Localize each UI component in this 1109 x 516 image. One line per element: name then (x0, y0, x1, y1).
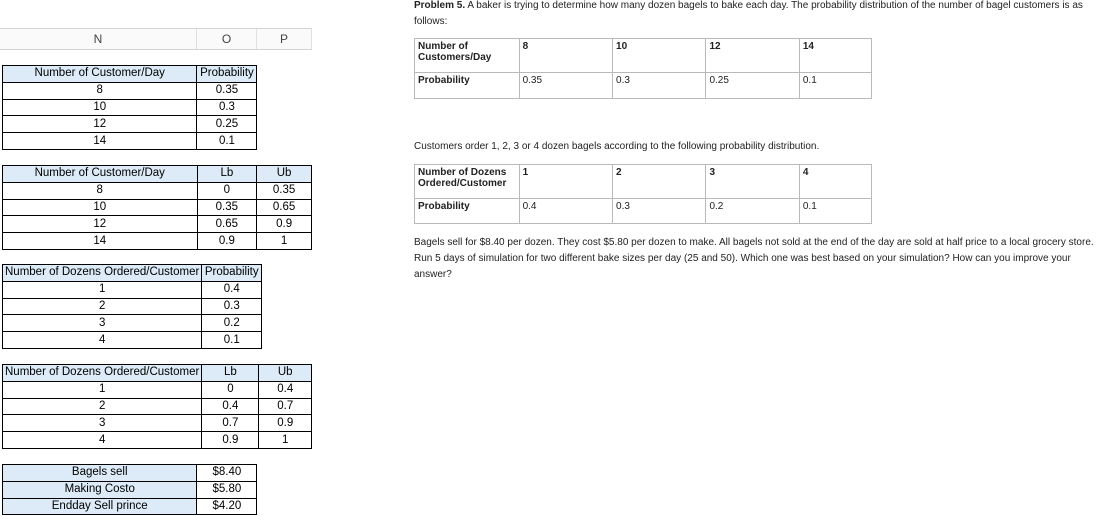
cell[interactable]: 0.3 (197, 99, 257, 116)
cell[interactable]: 1 (259, 432, 312, 449)
cell-header[interactable]: Number of Dozens Ordered/Customer (3, 265, 202, 282)
dozens-bounds-table (2, 364, 312, 449)
cell-header[interactable]: Lb (202, 365, 259, 382)
cell: 0.4 (519, 199, 612, 224)
cell-header[interactable]: Probability (202, 265, 262, 282)
cell[interactable]: 0.1 (197, 133, 257, 150)
cell: 0.3 (613, 199, 706, 224)
cell[interactable]: 0.4 (259, 381, 312, 398)
column-header-n[interactable]: N (0, 29, 197, 49)
cell[interactable]: 12 (3, 116, 197, 133)
price-table (2, 464, 312, 515)
empty-cell[interactable] (257, 82, 312, 99)
cell[interactable]: 8 (3, 182, 198, 199)
cell-header[interactable]: Lb (197, 166, 257, 183)
empty-cell[interactable] (262, 315, 312, 332)
column-headers (0, 28, 312, 50)
cell-header[interactable]: Probability (197, 66, 257, 83)
empty-cell[interactable] (257, 116, 312, 133)
empty-cell[interactable] (262, 265, 312, 282)
cell-header[interactable]: Number of Customer/Day (3, 66, 197, 83)
orders-description: Customers order 1, 2, 3 or 4 dozen bagels according to the following probability distribution. (414, 141, 820, 152)
customer-probability-table (2, 65, 312, 150)
cell: 0.1 (799, 199, 871, 224)
cell[interactable]: 3 (3, 415, 202, 432)
cell: 14 (799, 39, 871, 73)
cell-header[interactable]: Ub (259, 365, 312, 382)
cell[interactable]: 0.35 (197, 199, 257, 216)
cell-header[interactable]: Number of Customer/Day (3, 166, 198, 183)
cell[interactable]: 0.3 (202, 298, 262, 315)
dozens-probability-table (2, 264, 312, 349)
cell[interactable]: $8.40 (197, 465, 257, 482)
cell[interactable]: 0.9 (259, 415, 312, 432)
cell[interactable]: 14 (3, 233, 198, 250)
cell[interactable]: 0.9 (197, 233, 257, 250)
customer-bounds-table (2, 165, 312, 250)
cell[interactable]: 4 (3, 432, 202, 449)
cell[interactable]: 2 (3, 298, 202, 315)
cell[interactable]: 0.35 (257, 182, 312, 199)
cell-label: Number of Dozens Ordered/Customer (415, 165, 520, 199)
cell-label[interactable]: Making Costo (3, 481, 197, 498)
cell[interactable]: 1 (257, 233, 312, 250)
cell[interactable]: 1 (3, 381, 202, 398)
empty-cell[interactable] (257, 99, 312, 116)
cell-header[interactable]: Ub (257, 166, 312, 183)
cell[interactable]: 0.4 (202, 281, 262, 298)
empty-cell[interactable] (262, 281, 312, 298)
cell: 10 (613, 39, 706, 73)
dozens-distribution-table (414, 164, 872, 224)
cell: 12 (706, 39, 799, 73)
cell[interactable]: $5.80 (197, 481, 257, 498)
cell: 2 (613, 165, 706, 199)
cell[interactable]: 0 (202, 381, 259, 398)
cell[interactable]: 0.9 (202, 432, 259, 449)
empty-cell[interactable] (257, 498, 312, 515)
cell[interactable]: 4 (3, 332, 202, 349)
cell[interactable]: 12 (3, 216, 198, 233)
cell: 1 (519, 165, 612, 199)
cell: 0.25 (706, 73, 799, 99)
customers-distribution-table (414, 38, 872, 99)
cell[interactable]: 0.25 (197, 116, 257, 133)
problem-number: Problem 5. (414, 0, 466, 11)
cell[interactable]: 14 (3, 133, 197, 150)
cell[interactable]: 2 (3, 398, 202, 415)
empty-cell[interactable] (257, 465, 312, 482)
cell[interactable]: 0.35 (197, 82, 257, 99)
column-header-o[interactable]: O (197, 29, 257, 49)
bagel-pricing-description: Bagels sell for $8.40 per dozen. They cost $5.80 per dozen to make. All bagels not sold at the end of the day are sold at half price to a local grocery store. Run 5 days of simulation for two different bake sizes per day (25 and 50). Which one was best based on your simulation? How can you improve your answer? (414, 237, 1094, 280)
cell[interactable]: 0.7 (202, 415, 259, 432)
cell[interactable]: 0.65 (197, 216, 257, 233)
cell-label: Probability (415, 73, 520, 99)
cell-header[interactable]: Number of Dozens Ordered/Customer (3, 365, 202, 382)
cell: 8 (519, 39, 612, 73)
cell[interactable]: 0.1 (202, 332, 262, 349)
cell: 0.1 (799, 73, 871, 99)
cell-label[interactable]: Endday Sell prince (3, 498, 197, 515)
cell[interactable]: 0 (197, 182, 257, 199)
empty-cell[interactable] (257, 133, 312, 150)
cell-label[interactable]: Bagels sell (3, 465, 197, 482)
column-header-p[interactable]: P (257, 29, 312, 49)
spreadsheet (0, 0, 312, 516)
cell[interactable]: 3 (3, 315, 202, 332)
cell: 3 (706, 165, 799, 199)
empty-cell[interactable] (257, 481, 312, 498)
empty-cell[interactable] (262, 298, 312, 315)
cell: 0.2 (706, 199, 799, 224)
cell: 0.35 (519, 73, 612, 99)
cell[interactable]: 8 (3, 82, 197, 99)
problem-title (414, 0, 1109, 30)
cell[interactable]: $4.20 (197, 498, 257, 515)
cell: 0.3 (613, 73, 706, 99)
cell[interactable]: 1 (3, 281, 202, 298)
cell[interactable]: 0.7 (259, 398, 312, 415)
cell[interactable]: 10 (3, 99, 197, 116)
cell-label: Probability (415, 199, 520, 224)
cell[interactable]: 0.2 (202, 315, 262, 332)
problem-intro: A baker is trying to determine how many dozen bagels to bake each day. The probability distribution of the number of bagel customers is as follows: (414, 0, 1083, 27)
cell-label: Number of Customers/Day (415, 39, 520, 73)
cell: 4 (799, 165, 871, 199)
cell[interactable]: 0.9 (257, 216, 312, 233)
cell[interactable]: 0.65 (257, 199, 312, 216)
cell[interactable]: 10 (3, 199, 198, 216)
empty-cell[interactable] (257, 66, 312, 83)
cell[interactable]: 0.4 (202, 398, 259, 415)
empty-cell[interactable] (262, 332, 312, 349)
